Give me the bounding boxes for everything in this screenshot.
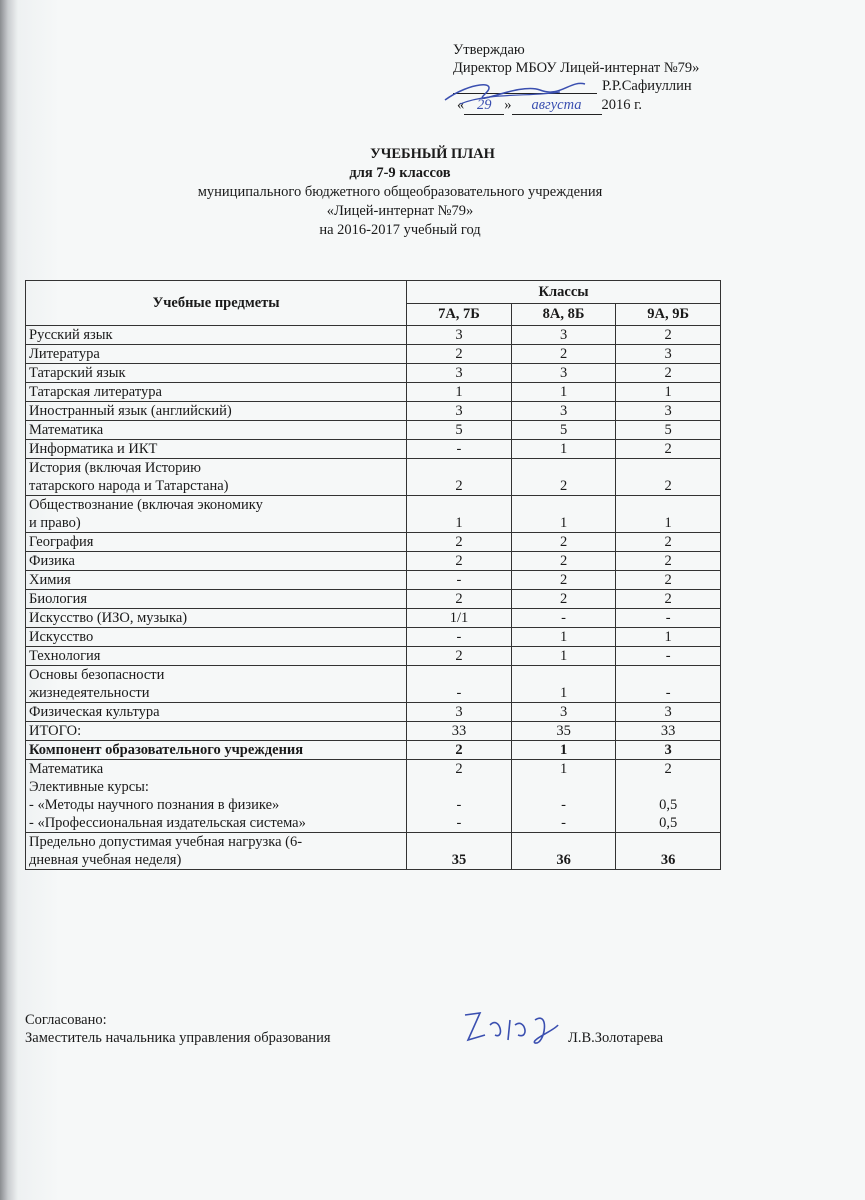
value-cell: 2 (616, 459, 721, 496)
table-row (26, 609, 721, 628)
table-row (26, 590, 721, 609)
value-cell: 2 (511, 552, 616, 571)
value-cell: 2 (407, 345, 512, 364)
subject-cell: Основы безопасности жизнедеятельности (26, 666, 407, 703)
header-subjects: Учебные предметы (26, 281, 407, 326)
day: 29 (464, 97, 504, 115)
value-cell: 3 (407, 703, 512, 722)
plan-school-name: «Лицей-интернат №79» (326, 203, 474, 219)
agreed-position: Заместитель начальника управления образования (25, 1030, 331, 1046)
approval-position: Директор МБОУ Лицей-интернат №79» (453, 60, 700, 76)
max-load-row: Предельно допустимая учебная нагрузка (6- дневная учебная неделя) 35 36 36 (26, 833, 721, 870)
value-cell: 2 (511, 590, 616, 609)
subject-cell: Искусство (26, 628, 407, 647)
plan-institution: муниципального бюджетного общеобразовательного учреждения (197, 184, 603, 200)
value-cell: 1 (511, 628, 616, 647)
subject-cell: География (26, 533, 407, 552)
value-cell: 2 (511, 571, 616, 590)
subject-cell: Биология (26, 590, 407, 609)
value-cell: 1 (511, 496, 616, 533)
table-row (26, 552, 721, 571)
deputy-signature (460, 1005, 560, 1050)
subject-cell: История (включая Историю татарского народа и Татарстана) (26, 459, 407, 496)
agreed-name: Л.В.Золотарева (568, 1030, 664, 1046)
value-cell: - (407, 440, 512, 459)
value-cell: 3 (616, 703, 721, 722)
plan-year: на 2016-2017 учебный год (319, 222, 481, 238)
subject-cell: Информатика и ИКТ (26, 440, 407, 459)
value-cell: 2 (407, 590, 512, 609)
value-cell: 1 (407, 383, 512, 402)
value-cell: 2 (616, 571, 721, 590)
plan-subtitle: для 7-9 классов (349, 165, 451, 181)
value-cell: 33 (616, 722, 721, 741)
value-cell: - (407, 666, 512, 703)
value-cell: 1 (616, 628, 721, 647)
table-row (26, 364, 721, 383)
value-cell: 3 (511, 326, 616, 345)
subject-cell: Технология (26, 647, 407, 666)
table-row (26, 459, 721, 496)
value-cell: - (616, 609, 721, 628)
value-cell: 3 (616, 402, 721, 421)
value-cell: 1 (407, 496, 512, 533)
column-header: 7А, 7Б (407, 303, 512, 326)
value-cell: 3 (511, 364, 616, 383)
table-row (26, 440, 721, 459)
subject-cell: Литература (26, 345, 407, 364)
value-cell: 2 (616, 590, 721, 609)
value-cell: 5 (511, 421, 616, 440)
table-row (26, 571, 721, 590)
month: августа (512, 97, 602, 115)
value-cell: - (407, 571, 512, 590)
subject-cell: Математика (26, 421, 407, 440)
subject-cell: Физика (26, 552, 407, 571)
table-row (26, 326, 721, 345)
header-classes: Классы (407, 281, 721, 304)
table-row (26, 647, 721, 666)
value-cell: 3 (511, 703, 616, 722)
component-detail-row: Математика Элективные курсы: - «Методы научного познания в физике» - «Профессиональная издательская система» 2 - - 1 - - 2 0,5 0,5 (26, 760, 721, 833)
value-cell: 5 (616, 421, 721, 440)
value-cell: 2 (407, 647, 512, 666)
table-row (26, 722, 721, 741)
subject-cell: Обществознание (включая экономику и право) (26, 496, 407, 533)
value-cell: 3 (407, 326, 512, 345)
value-cell: 3 (511, 402, 616, 421)
curriculum-table (25, 280, 721, 870)
value-cell: 2 (616, 440, 721, 459)
table-row (26, 421, 721, 440)
subject-cell: Татарская литература (26, 383, 407, 402)
subject-cell: ИТОГО: (26, 722, 407, 741)
subject-cell: Иностранный язык (английский) (26, 402, 407, 421)
table-row (26, 628, 721, 647)
subject-cell: Физическая культура (26, 703, 407, 722)
table-row (26, 345, 721, 364)
subject-cell: Искусство (ИЗО, музыка) (26, 609, 407, 628)
value-cell: 1 (511, 647, 616, 666)
value-cell: 2 (407, 459, 512, 496)
subject-cell: Русский язык (26, 326, 407, 345)
value-cell: - (511, 609, 616, 628)
value-cell: 35 (511, 722, 616, 741)
value-cell: 3 (616, 345, 721, 364)
value-cell: 2 (616, 533, 721, 552)
plan-title: УЧЕБНЫЙ ПЛАН (370, 146, 495, 162)
value-cell: - (407, 628, 512, 647)
value-cell: 3 (407, 402, 512, 421)
column-header: 8А, 8Б (511, 303, 616, 326)
value-cell: 2 (616, 326, 721, 345)
value-cell: 1 (511, 383, 616, 402)
table-row (26, 703, 721, 722)
table-row (26, 496, 721, 533)
value-cell: 2 (616, 364, 721, 383)
value-cell: 1 (616, 383, 721, 402)
value-cell: 5 (407, 421, 512, 440)
value-cell: 2 (511, 533, 616, 552)
value-cell: - (616, 666, 721, 703)
value-cell: 2 (616, 552, 721, 571)
approval-name: Р.Р.Сафиуллин (602, 78, 692, 94)
subject-cell: Химия (26, 571, 407, 590)
value-cell: 3 (407, 364, 512, 383)
director-signature (440, 72, 590, 112)
approval-label: Утверждаю (453, 42, 525, 58)
value-cell: 1 (616, 496, 721, 533)
value-cell: 33 (407, 722, 512, 741)
value-cell: 2 (511, 459, 616, 496)
value-cell: 1 (511, 666, 616, 703)
value-cell: 1/1 (407, 609, 512, 628)
table-row (26, 666, 721, 703)
value-cell: 2 (407, 533, 512, 552)
subject-cell: Татарский язык (26, 364, 407, 383)
approval-date: « 29 » августа 2016 г. (457, 97, 643, 113)
component-row: Компонент образовательного учреждения 2 1 3 (26, 741, 721, 760)
value-cell: - (616, 647, 721, 666)
value-cell: 1 (511, 440, 616, 459)
table-row (26, 383, 721, 402)
table-row (26, 533, 721, 552)
column-header: 9А, 9Б (616, 303, 721, 326)
agreed-label: Согласовано: (25, 1012, 107, 1028)
value-cell: 2 (511, 345, 616, 364)
value-cell: 2 (407, 552, 512, 571)
table-row (26, 402, 721, 421)
